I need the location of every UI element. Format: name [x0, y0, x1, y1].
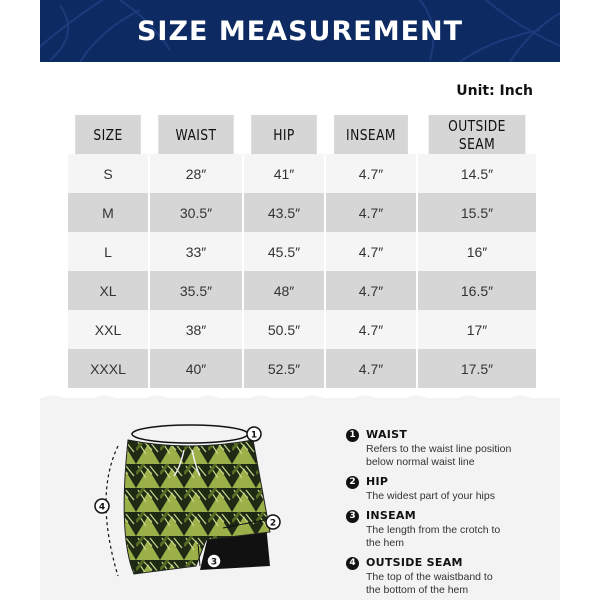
- page-title: SIZE MEASUREMENT: [136, 16, 464, 47]
- cell-waist: 35.5″: [150, 271, 242, 310]
- number-icon: 2: [346, 476, 359, 489]
- cell-inseam: 4.7″: [326, 232, 416, 271]
- legend-desc: The top of the waistband to the bottom of the hem: [366, 571, 493, 596]
- header-outside-seam: OUTSIDE SEAM: [429, 115, 526, 154]
- cell-size: L: [68, 232, 148, 271]
- header-hip: HIP: [251, 115, 317, 154]
- header-size: SIZE: [75, 115, 141, 154]
- legend-desc: The length from the crotch to the hem: [366, 524, 501, 549]
- table-header-row: [68, 115, 536, 154]
- cell-waist: 40″: [150, 349, 242, 388]
- measurement-guide-panel: [40, 398, 560, 600]
- cell-outside-seam: 17.5″: [418, 349, 536, 388]
- legend-title: WAIST: [366, 428, 408, 441]
- header-waist: WAIST: [158, 115, 233, 154]
- cell-inseam: 4.7″: [326, 193, 416, 232]
- swim-shorts-icon: [88, 416, 288, 596]
- cell-hip: 45.5″: [244, 232, 324, 271]
- number-icon: 3: [346, 510, 359, 523]
- legend-item-waist: [346, 428, 546, 469]
- cell-outside-seam: 17″: [418, 310, 536, 349]
- size-table: [66, 115, 538, 388]
- cell-waist: 33″: [150, 232, 242, 271]
- cell-size: S: [68, 154, 148, 193]
- cell-hip: 48″: [244, 271, 324, 310]
- header-banner: [40, 0, 560, 62]
- cell-outside-seam: 16″: [418, 232, 536, 271]
- measurement-legend: [346, 428, 546, 603]
- number-icon: 1: [346, 429, 359, 442]
- table-row: [68, 271, 536, 310]
- table-row: [68, 154, 536, 193]
- cell-size: M: [68, 193, 148, 232]
- cell-size: XXXL: [68, 349, 148, 388]
- table-row: [68, 349, 536, 388]
- legend-desc: The widest part of your hips: [366, 490, 495, 502]
- cell-inseam: 4.7″: [326, 271, 416, 310]
- header-inseam: INSEAM: [334, 115, 408, 154]
- cell-inseam: 4.7″: [326, 349, 416, 388]
- cell-hip: 52.5″: [244, 349, 324, 388]
- table-row: [68, 232, 536, 271]
- cell-hip: 50.5″: [244, 310, 324, 349]
- cell-hip: 41″: [244, 154, 324, 193]
- marker-hip: 2: [269, 518, 277, 529]
- cell-outside-seam: 16.5″: [418, 271, 536, 310]
- legend-title: INSEAM: [366, 509, 416, 522]
- cell-outside-seam: 15.5″: [418, 193, 536, 232]
- cell-size: XXL: [68, 310, 148, 349]
- cell-waist: 28″: [150, 154, 242, 193]
- wave-divider: [40, 392, 560, 406]
- cell-inseam: 4.7″: [326, 154, 416, 193]
- number-icon: 4: [346, 557, 359, 570]
- table-row: [68, 310, 536, 349]
- legend-item-outside-seam: [346, 556, 546, 597]
- legend-item-hip: [346, 475, 546, 503]
- legend-item-inseam: [346, 509, 546, 550]
- cell-inseam: 4.7″: [326, 310, 416, 349]
- cell-outside-seam: 14.5″: [418, 154, 536, 193]
- marker-waist: 1: [250, 430, 258, 441]
- table-row: [68, 193, 536, 232]
- cell-waist: 30.5″: [150, 193, 242, 232]
- marker-outside-seam: 4: [98, 502, 106, 513]
- legend-desc: Refers to the waist line position below normal waist line: [366, 443, 512, 468]
- legend-title: OUTSIDE SEAM: [366, 556, 463, 569]
- unit-label: Unit: Inch: [456, 83, 533, 99]
- cell-waist: 38″: [150, 310, 242, 349]
- cell-size: XL: [68, 271, 148, 310]
- marker-inseam: 3: [210, 557, 218, 568]
- legend-title: HIP: [366, 475, 389, 488]
- cell-hip: 43.5″: [244, 193, 324, 232]
